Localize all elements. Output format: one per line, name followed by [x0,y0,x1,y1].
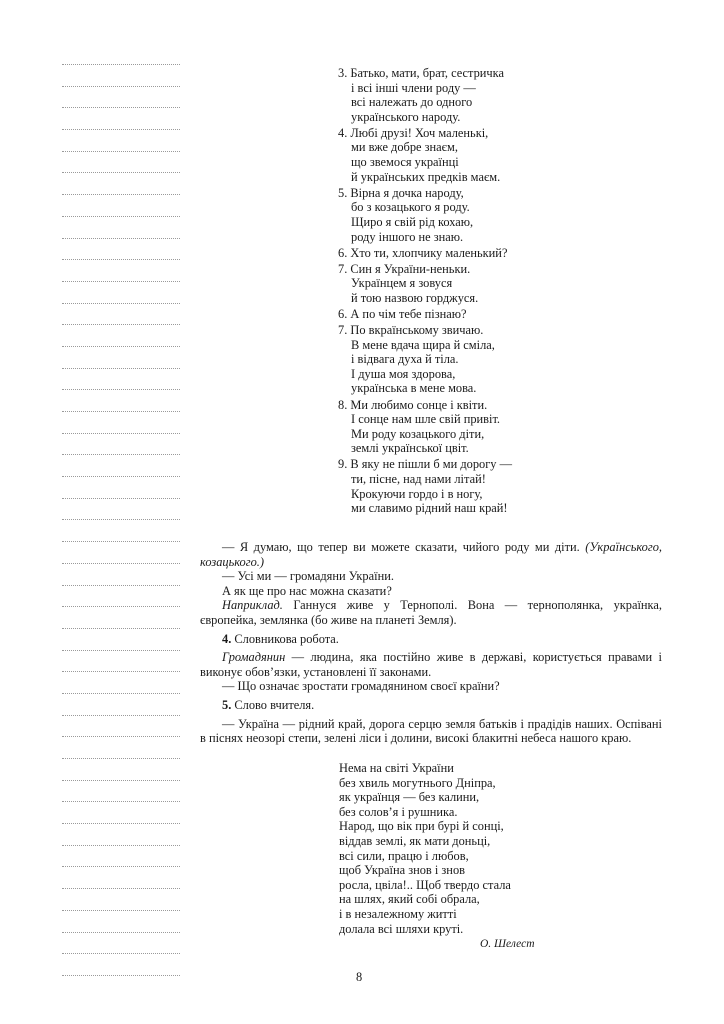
margin-line [62,650,180,651]
margin-line [62,107,180,108]
margin-line [62,606,180,607]
margin-line [62,845,180,846]
poem-line: ми славимо рідний наш край! [351,501,508,516]
margin-line [62,780,180,781]
paragraph [200,540,662,569]
poem-line: Ми роду козацького діти, [351,426,485,441]
margin-line [62,910,180,911]
poem-line: 7. Син я України-неньки. [338,261,471,276]
margin-line [62,86,180,87]
poem-line: українська в мене мова. [351,381,477,396]
answer-italic: (Українського, козацького.) [200,540,662,569]
poem-line: як українця — без калини, [339,790,480,805]
margin-note-lines [62,64,180,997]
section-heading [200,632,662,647]
poem-line: без хвиль могутнього Дніпра, [339,775,496,790]
poem-line: І душа моя здорова, [351,366,456,381]
margin-line [62,801,180,802]
lesson-body [200,540,662,746]
poem-line: Крокуючи гордо і в ногу, [351,486,483,501]
poem-line: 8. Ми любимо сонце і квіти. [338,397,488,412]
poem-line: І сонце нам шле свій привіт. [351,412,501,427]
margin-line [62,259,180,260]
poem-line: Нема на світі України [339,761,454,775]
margin-line [62,541,180,542]
definition-term: Громадянин [222,650,286,665]
section-heading [200,698,662,713]
margin-line [62,64,180,65]
poem-line: й українських предків маєм. [351,169,501,184]
stanza [338,186,668,244]
poem-line: долала всі шляхи круті. [339,921,464,936]
margin-line [62,758,180,759]
margin-line [62,888,180,889]
stanza [338,457,668,515]
section-number: 4. [222,631,232,646]
margin-line [62,585,180,586]
paragraph [200,598,662,627]
paragraph: — Усі ми — громадяни України. [222,569,394,584]
poem-ukraine [339,761,589,936]
stanza [338,126,668,184]
margin-line [62,628,180,629]
margin-line [62,866,180,867]
margin-line [62,324,180,325]
margin-line [62,476,180,477]
paragraph-text: Ганнуся живе у Тернополі. Вона — тернополянка, українка, європейка, землянка (бо живе на планеті Земля). [200,598,662,627]
margin-line [62,932,180,933]
margin-line [62,736,180,737]
margin-line [62,172,180,173]
stanza [338,262,668,306]
paragraph: — Що означає зростати громадянином своєї країни? [222,679,500,694]
section-title: Слово вчителя. [231,697,315,712]
poem-line: на шлях, який собі обрала, [339,892,480,907]
margin-line [62,303,180,304]
margin-line [62,238,180,239]
poem-line: всі належать до одного [351,95,473,110]
poem-line: 6. Хто ти, хлопчику маленький? [338,245,508,260]
poem-line: В мене вдача щира й сміла, [351,337,495,352]
definition-text: — людина, яка постійно живе в державі, користується правами і виконує обов’язки, установлені її законами. [200,650,662,679]
margin-line [62,454,180,455]
poem-line: росла, цвіла!.. Щоб твердо стала [339,877,511,892]
section-title: Словникова робота. [231,631,339,646]
poem-line: всі сили, працю і любов, [339,848,469,863]
margin-line [62,216,180,217]
margin-line [62,563,180,564]
margin-line [62,281,180,282]
margin-line [62,411,180,412]
margin-line [62,498,180,499]
margin-line [62,671,180,672]
poem-line: 4. Любі друзі! Хоч маленькі, [338,125,489,140]
poem-line: 3. Батько, мати, брат, сестричка [338,66,504,80]
margin-line [62,129,180,130]
page-number: 8 [356,970,363,984]
poem-line: щоб Україна знов і знов [339,863,465,878]
stanza [338,398,668,456]
poem-line: роду іншого не знаю. [351,229,464,244]
poem-line: 9. В яку не пішли б ми дорогу — [338,457,512,472]
stanza [338,66,668,124]
section-number: 5. [222,697,232,712]
poem-line: без солов’я і рушника. [339,804,458,819]
poem-line: бо з козацького я роду. [351,200,470,215]
margin-line [62,693,180,694]
poem-line: і в незалежному житті [339,906,457,921]
poem-line: ти, пісне, над нами літай! [351,472,486,487]
margin-line [62,151,180,152]
margin-line [62,975,180,976]
paragraph-text: — Я думаю, що тепер ви можете сказати, чийого роду ми діти. [222,540,586,554]
paragraph: А як ще про нас можна сказати? [222,583,392,598]
poem-line: 6. А по чім тебе пізнаю? [338,307,467,321]
poem-line: 7. По вкраїнському звичаю. [338,323,484,338]
stanza [338,246,668,261]
paragraph: — Україна — рідний край, дорога серцю земля батьків і прадідів наших. Оспівані в піснях неозорі степи, зелені ліси і долини, високі блакитні небеса нашого краю. [200,716,662,746]
margin-line [62,433,180,434]
poem-line: землі української цвіт. [351,441,469,456]
margin-line [62,194,180,195]
poem-line: 5. Вірна я дочка народу, [338,185,464,200]
stanza [338,307,668,322]
poem-line: віддав землі, як мати доньці, [339,833,491,848]
poem-line: що звемося українці [351,155,459,170]
poem-line: й тою назвою горджуся. [351,290,479,305]
definition [200,650,662,679]
margin-line [62,715,180,716]
stanza [338,323,668,396]
poem-author: О. Шелест [480,938,535,950]
margin-line [62,823,180,824]
margin-line [62,519,180,520]
poem-line: і відвага духа й тіла. [351,352,459,367]
poem-line: Щиро я свій рід кохаю, [351,214,474,229]
poem-line: і всі інші члени роду — [351,80,476,95]
example-label: Наприклад. [222,598,283,613]
poem-line: ми вже добре знаєм, [351,140,458,155]
margin-line [62,368,180,369]
poem-line: українського народу. [351,109,461,124]
poem-line: Народ, що вік при бурі й сонці, [339,819,504,834]
poem-line: Українцем я зовуся [351,276,453,291]
margin-line [62,953,180,954]
poem-dialogue [338,66,668,517]
margin-line [62,346,180,347]
margin-line [62,389,180,390]
